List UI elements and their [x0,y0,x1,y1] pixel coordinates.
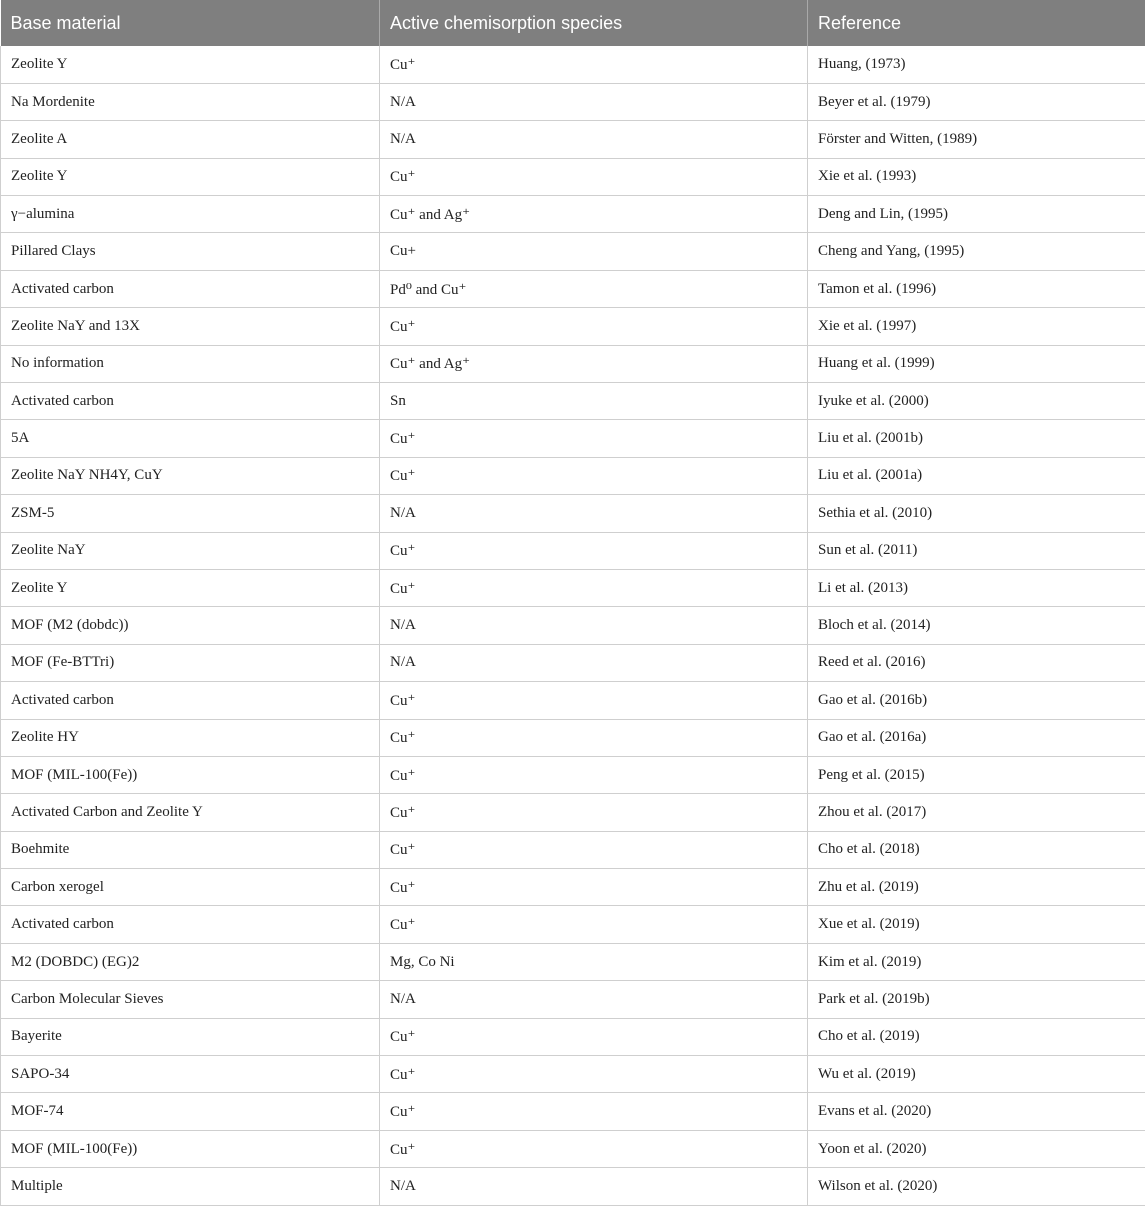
reference-cell: Bloch et al. (2014) [808,607,1145,644]
reference-cell: Gao et al. (2016a) [808,719,1145,756]
reference-cell: Cho et al. (2019) [808,1018,1145,1055]
reference-cell: Reed et al. (2016) [808,644,1145,681]
active-species-cell: Cu⁺ [380,457,808,494]
active-species-cell: N/A [380,644,808,681]
active-species-cell: N/A [380,981,808,1018]
table-row [1,1018,1145,1055]
table-row [1,682,1145,719]
base-material-cell: Multiple [1,1168,380,1205]
table-row [1,1056,1145,1093]
base-material-cell: Bayerite [1,1018,380,1055]
reference-cell: Deng and Lin, (1995) [808,196,1145,233]
header-row [1,0,1145,46]
table-row [1,196,1145,233]
table-row [1,981,1145,1018]
base-material-cell: Zeolite Y [1,569,380,606]
base-material-cell: MOF (MIL-100(Fe)) [1,1130,380,1167]
active-species-cell: N/A [380,83,808,120]
active-species-cell: Cu⁺ [380,158,808,195]
table-row [1,46,1145,83]
active-species-cell: Cu⁺ [380,569,808,606]
reference-cell: Zhou et al. (2017) [808,794,1145,831]
base-material-cell: Zeolite Y [1,46,380,83]
reference-cell: Park et al. (2019b) [808,981,1145,1018]
base-material-cell: Activated Carbon and Zeolite Y [1,794,380,831]
reference-cell: Xue et al. (2019) [808,906,1145,943]
base-material-cell: Carbon xerogel [1,869,380,906]
reference-cell: Tamon et al. (1996) [808,270,1145,307]
active-species-cell: Cu⁺ and Ag⁺ [380,196,808,233]
base-material-cell: Zeolite NaY and 13X [1,308,380,345]
table-row [1,831,1145,868]
base-material-cell: Zeolite NaY [1,532,380,569]
active-species-cell: Cu⁺ [380,1093,808,1130]
reference-cell: Huang et al. (1999) [808,345,1145,382]
base-material-cell: Activated carbon [1,906,380,943]
table-row [1,383,1145,420]
base-material-cell: Pillared Clays [1,233,380,270]
base-material-cell: MOF (MIL-100(Fe)) [1,756,380,793]
reference-cell: Yoon et al. (2020) [808,1130,1145,1167]
table-row [1,869,1145,906]
base-material-cell: Zeolite Y [1,158,380,195]
table-row [1,794,1145,831]
reference-cell: Kim et al. (2019) [808,943,1145,980]
reference-cell: Xie et al. (1997) [808,308,1145,345]
active-species-cell: Cu⁺ [380,756,808,793]
active-species-cell: Cu⁺ [380,719,808,756]
active-species-cell: Cu⁺ [380,682,808,719]
table-row [1,121,1145,158]
table-row [1,906,1145,943]
table-header [1,0,1145,46]
reference-cell: Gao et al. (2016b) [808,682,1145,719]
table-row [1,270,1145,307]
header-reference: Reference [808,0,1145,46]
reference-cell: Cheng and Yang, (1995) [808,233,1145,270]
reference-cell: Xie et al. (1993) [808,158,1145,195]
table-row [1,532,1145,569]
base-material-cell: Boehmite [1,831,380,868]
active-species-cell: Cu⁺ [380,308,808,345]
active-species-cell: Sn [380,383,808,420]
table-row [1,1130,1145,1167]
active-species-cell: Cu⁺ [380,420,808,457]
reference-cell: Sethia et al. (2010) [808,495,1145,532]
active-species-cell: N/A [380,121,808,158]
active-species-cell: Pd⁰ and Cu⁺ [380,270,808,307]
active-species-cell: Cu⁺ [380,1130,808,1167]
base-material-cell: MOF-74 [1,1093,380,1130]
table-row [1,569,1145,606]
base-material-cell: Activated carbon [1,270,380,307]
table-row [1,756,1145,793]
reference-cell: Li et al. (2013) [808,569,1145,606]
table-body [1,46,1145,1205]
table-row [1,233,1145,270]
reference-cell: Wu et al. (2019) [808,1056,1145,1093]
table-row [1,1093,1145,1130]
reference-cell: Liu et al. (2001a) [808,457,1145,494]
base-material-cell: MOF (Fe-BTTri) [1,644,380,681]
active-species-cell: N/A [380,495,808,532]
reference-cell: Peng et al. (2015) [808,756,1145,793]
base-material-cell: No information [1,345,380,382]
reference-cell: Förster and Witten, (1989) [808,121,1145,158]
table-row [1,644,1145,681]
active-species-cell: Cu+ [380,233,808,270]
active-species-cell: Cu⁺ [380,1056,808,1093]
active-species-cell: Cu⁺ [380,794,808,831]
table-row [1,943,1145,980]
table-row [1,719,1145,756]
active-species-cell: Cu⁺ [380,532,808,569]
base-material-cell: Zeolite HY [1,719,380,756]
table-row [1,495,1145,532]
reference-cell: Iyuke et al. (2000) [808,383,1145,420]
base-material-cell: Zeolite A [1,121,380,158]
reference-cell: Evans et al. (2020) [808,1093,1145,1130]
table-row [1,420,1145,457]
table-row [1,1168,1145,1205]
active-species-cell: Cu⁺ and Ag⁺ [380,345,808,382]
base-material-cell: 5A [1,420,380,457]
reference-cell: Cho et al. (2018) [808,831,1145,868]
base-material-cell: Carbon Molecular Sieves [1,981,380,1018]
active-species-cell: Cu⁺ [380,906,808,943]
active-species-cell: N/A [380,607,808,644]
table-row [1,83,1145,120]
reference-cell: Huang, (1973) [808,46,1145,83]
table-row [1,158,1145,195]
reference-cell: Liu et al. (2001b) [808,420,1145,457]
active-species-cell: Mg, Co Ni [380,943,808,980]
header-active-species: Active chemisorption species [380,0,808,46]
base-material-cell: ZSM-5 [1,495,380,532]
active-species-cell: Cu⁺ [380,46,808,83]
base-material-cell: Na Mordenite [1,83,380,120]
active-species-cell: Cu⁺ [380,1018,808,1055]
base-material-cell: γ−alumina [1,196,380,233]
header-base-material: Base material [1,0,380,46]
base-material-cell: Activated carbon [1,682,380,719]
reference-cell: Zhu et al. (2019) [808,869,1145,906]
table-row [1,308,1145,345]
reference-cell: Wilson et al. (2020) [808,1168,1145,1205]
base-material-cell: Activated carbon [1,383,380,420]
reference-cell: Beyer et al. (1979) [808,83,1145,120]
active-species-cell: Cu⁺ [380,831,808,868]
active-species-cell: Cu⁺ [380,869,808,906]
reference-cell: Sun et al. (2011) [808,532,1145,569]
base-material-cell: Zeolite NaY NH4Y, CuY [1,457,380,494]
active-species-cell: N/A [380,1168,808,1205]
table-row [1,457,1145,494]
base-material-cell: SAPO-34 [1,1056,380,1093]
table-row [1,607,1145,644]
table-row [1,345,1145,382]
base-material-cell: MOF (M2 (dobdc)) [1,607,380,644]
base-material-cell: M2 (DOBDC) (EG)2 [1,943,380,980]
